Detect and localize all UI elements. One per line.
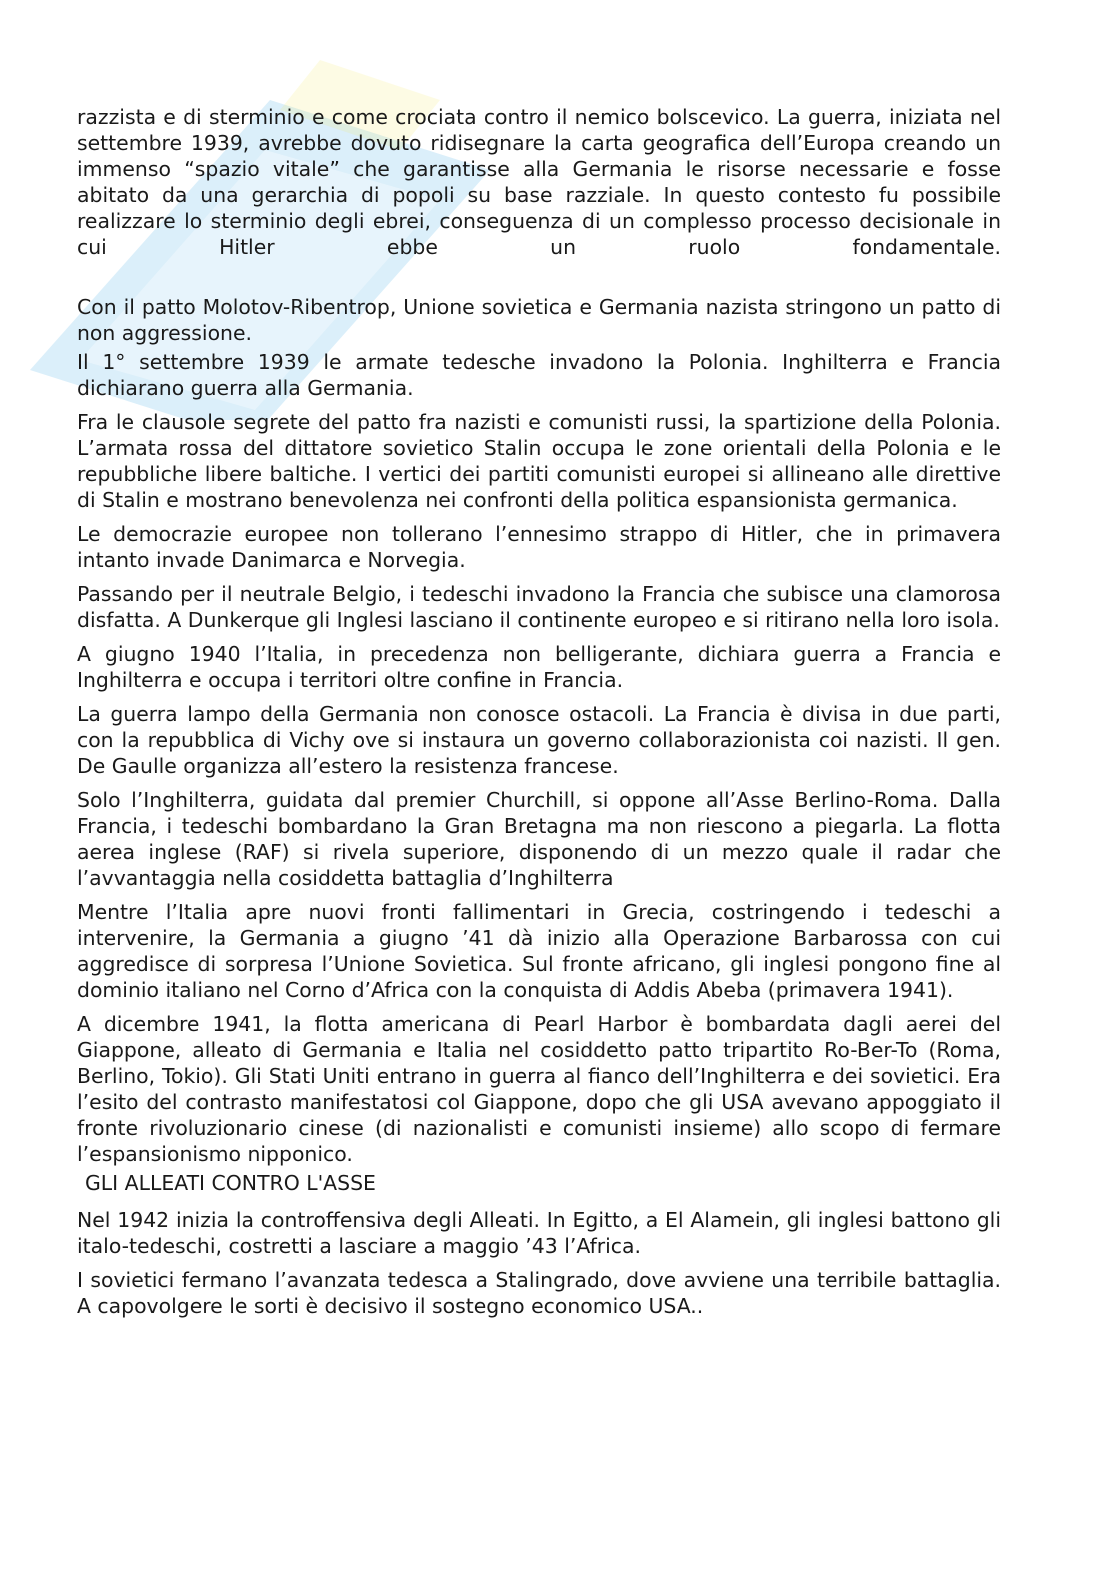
paragraph-poland-invasion: Il 1° settembre 1939 le armate tedesche invadono la Polonia. Inghilterra e Francia dichiarano guerra alla Germania. [77,350,1001,400]
paragraph-blitzkrieg: La guerra lampo della Germania non conosce ostacoli. La Francia è divisa in due parti, con la repubblica di Vichy ove si instaura un governo collaborazionista coi nazisti. Il gen. De Gaulle organizza all’estero la resistenza francese. [77,702,1001,778]
paragraph-secret-clauses: Fra le clausole segrete del patto fra nazisti e comunisti russi, la spartizione della Polonia. L’armata rossa del dittatore sovietico Stalin occupa le zone orientali della Polonia e le repubbliche libere baltiche. I vertici dei partiti comunisti europei si allineano alle direttive di Stalin e mostrano benevolenza nei confronti della politica espansionista germanica. [77,410,1001,512]
paragraph-pearl-harbor: A dicembre 1941, la flotta americana di Pearl Harbor è bombardata dagli aerei del Giappone, alleato di Germania e Italia nel cosiddetto patto tripartito Ro-Ber-To (Roma, Berlino, Tokio). Gli Stati Uniti entrano in guerra al fianco dell’Inghilterra e dei sovietici. Era l’esito del contrasto manifestatosi col Giappone, dopo che gli USA avevano appoggiato il fronte rivoluzionario cinese (di nazionalisti e comunisti insieme) allo scopo di fermare l’espansionismo nipponico. [77,1012,1001,1166]
document-page [77,104,1001,1327]
paragraph-belgium-france: Passando per il neutrale Belgio, i tedeschi invadono la Francia che subisce una clamorosa disfatta. A Dunkerque gli Inglesi lasciano il continente europeo e si ritirano nella loro isola. [77,582,1001,632]
intro-paragraph: razzista e di sterminio e come crociata contro il nemico bolscevico. La guerra, iniziata nel settembre 1939, avrebbe dovuto ridisegnare la carta geografica dell’Europa creando un immenso “spazio vitale” che garantisse alla Germania le risorse necessarie e fosse abitato da una gerarchia di popoli su base razziale. In questo contesto fu possibile realizzare lo sterminio degli ebrei, conseguenza di un complesso processo decisionale in cui Hitler ebbe un ruolo fondamentale. [77,105,1001,259]
paragraph-battle-of-britain: Solo l’Inghilterra, guidata dal premier Churchill, si oppone all’Asse Berlino-Roma. Dalla Francia, i tedeschi bombardano la Gran Bretagna ma non riescono a piegarla. La flotta aerea inglese (RAF) si rivela superiore, disponendo di un mezzo quale il radar che l’avvantaggia nella cosiddetta battaglia d’Inghilterra [77,788,1001,890]
paragraph-stalingrad: I sovietici fermano l’avanzata tedesca a Stalingrado, dove avviene una terribile battaglia. A capovolgere le sorti è decisivo il sostegno economico USA.. [77,1268,1001,1318]
paragraph-barbarossa: Mentre l’Italia apre nuovi fronti fallimentari in Grecia, costringendo i tedeschi a intervenire, la Germania a giugno ’41 dà inizio alla Operazione Barbarossa con cui aggredisce di sorpresa l’Unione Sovietica. Sul fronte africano, gli inglesi pongono fine al dominio italiano nel Corno d’Africa con la conquista di Addis Abeba (primavera 1941). [77,900,1001,1002]
paragraph-el-alamein: Nel 1942 inizia la controffensiva degli Alleati. In Egitto, a El Alamein, gli inglesi battono gli italo-tedeschi, costretti a lasciare a maggio ’43 l’Africa. [77,1208,1001,1258]
section-heading: GLI ALLEATI CONTRO L'ASSE [85,1171,376,1195]
paragraph-italy-war: A giugno 1940 l’Italia, in precedenza non belligerante, dichiara guerra a Francia e Inghilterra e occupa i territori oltre confine in Francia. [77,642,1001,692]
paragraph-molotov-pact: Con il patto Molotov-Ribentrop, Unione sovietica e Germania nazista stringono un patto di non aggressione. [77,295,1001,345]
paragraph-democracies: Le democrazie europee non tollerano l’ennesimo strappo di Hitler, che in primavera intanto invade Danimarca e Norvegia. [77,522,1001,572]
